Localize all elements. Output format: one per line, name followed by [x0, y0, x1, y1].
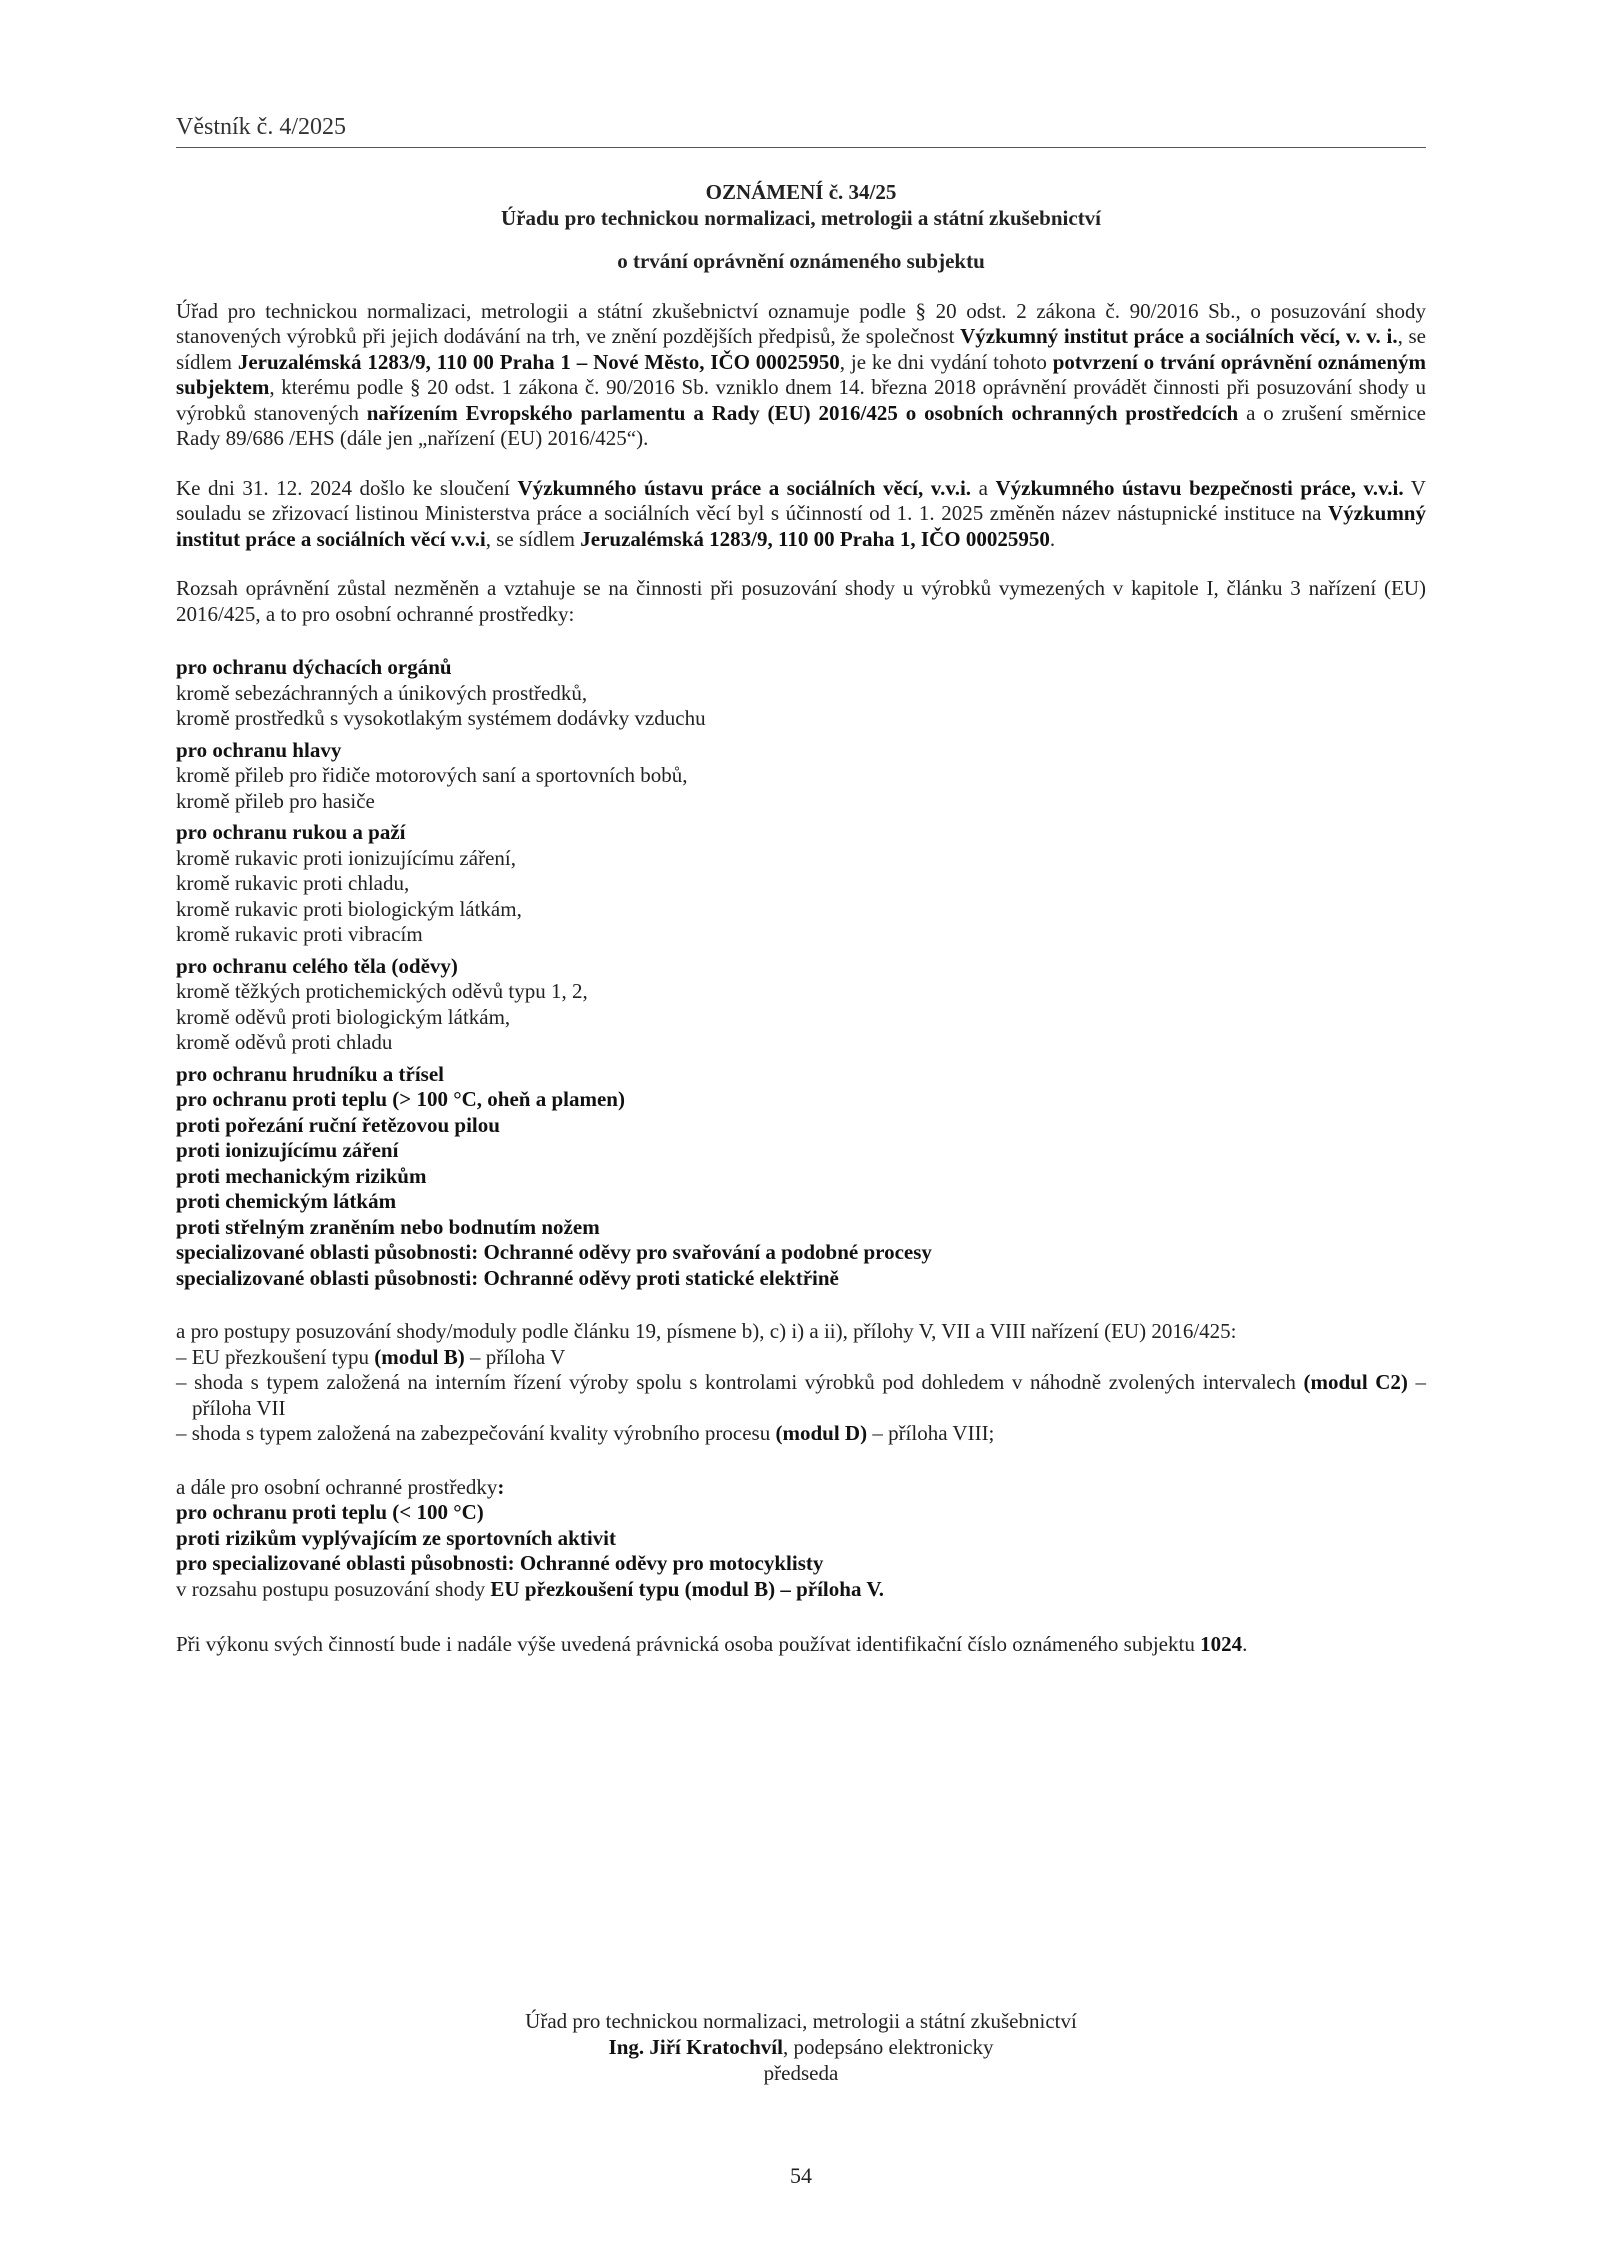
- further-section: [176, 1475, 1426, 1603]
- module-item: – EU přezkoušení typu (modul B) – příloha V: [176, 1344, 566, 1369]
- document-body: [176, 180, 1426, 1658]
- signatory-name: Ing. Jiří Kratochvíl: [608, 2035, 783, 2059]
- ppe-group: [176, 655, 1426, 732]
- signature-line: Ing. Jiří Kratochvíl, podepsáno elektronicky: [608, 2035, 994, 2059]
- list-item: kromě oděvů proti chladu: [176, 1030, 393, 1054]
- further-intro: a dále pro osobní ochranné prostředky:: [176, 1474, 505, 1499]
- list-item: proti chemickým látkám: [176, 1189, 397, 1213]
- list-item: proti ionizujícímu záření: [176, 1138, 399, 1162]
- group-heading: pro ochranu rukou a paží: [176, 820, 406, 844]
- intro-paragraph: Úřad pro technickou normalizaci, metrologii a státní zkušebnictví oznamuje podle § 20 odst. 2 zákona č. 90/2016 Sb., o posuzování shody stanovených výrobků při jejich dodávání na trh, ve znění pozdějších předpisů, že společnost Výzkumný institut práce a sociálních věcí, v. v. i., se sídlem Jeruzalémská 1283/9, 110 00 Praha 1 – Nové Město, IČO 00025950, je ke dni vydání tohoto potvrzení o trvání oprávnění oznámeným subjektem, kterému podle § 20 odst. 1 zákona č. 90/2016 Sb. vzniklo dnem 14. března 2018 oprávnění provádět činnosti při posuzování shody u výrobků stanovených nařízením Evropského parlamentu a Rady (EU) 2016/425 o osobních ochranných prostředcích a o zrušení směrnice Rady 89/686 /EHS (dále jen „nařízení (EU) 2016/425“).: [176, 298, 1427, 450]
- ppe-groups: [176, 655, 1426, 1291]
- group-heading: pro ochranu dýchacích orgánů: [176, 655, 452, 679]
- procedures-intro: a pro postupy posuzování shody/moduly podle článku 19, písmene b), c) i) a ii), přílohy V, VII a VIII nařízení (EU) 2016/425:: [176, 1319, 1237, 1343]
- announcement-subject: o trvání oprávnění oznámeného subjektu: [617, 249, 985, 273]
- list-item: kromě rukavic proti chladu,: [176, 871, 410, 895]
- signature-office: Úřad pro technickou normalizaci, metrologii a státní zkušebnictví: [525, 2009, 1077, 2033]
- list-item: proti pořezání ruční řetězovou pilou: [176, 1112, 500, 1137]
- procedures-section: [176, 1319, 1426, 1447]
- group-heading: pro ochranu celého těla (oděvy): [176, 953, 458, 978]
- list-item: kromě rukavic proti biologickým látkám,: [176, 896, 522, 921]
- merger-paragraph: Ke dni 31. 12. 2024 došlo ke sloučení Výzkumného ústavu práce a sociálních věcí, v.v.i. a Výzkumného ústavu bezpečnosti práce, v.v.i. V souladu se zřizovací listinou Ministerstva práce a sociálních věcí byl s účinností od 1. 1. 2025 změněn název nástupnické instituce na Výzkumný institut práce a sociálních věcí v.v.i, se sídlem Jeruzalémská 1283/9, 110 00 Praha 1, IČO 00025950.: [176, 475, 1426, 551]
- bold-list: [176, 1062, 1426, 1292]
- list-item: kromě rukavic proti vibracím: [176, 922, 423, 946]
- list-item: specializované oblasti působnosti: Ochranné oděvy pro svařování a podobné procesy: [176, 1240, 932, 1264]
- issuing-office: Úřadu pro technickou normalizaci, metrologii a státní zkušebnictví: [500, 205, 1102, 230]
- ppe-group: [176, 820, 1426, 948]
- scope-paragraph: Rozsah oprávnění zůstal nezměněn a vztahuje se na činnosti při posuzování shody u výrobků vymezených v kapitole I, článku 3 nařízení (EU) 2016/425, a to pro osobní ochranné prostředky:: [176, 576, 1426, 626]
- list-item: kromě oděvů proti biologickým látkám,: [176, 1004, 511, 1029]
- list-item: specializované oblasti působnosti: Ochranné oděvy proti statické elektřině: [176, 1265, 839, 1290]
- list-item: proti střelným zraněním nebo bodnutím nožem: [176, 1214, 600, 1239]
- signature-block: [176, 2008, 1426, 2086]
- closing-paragraph: Při výkonu svých činností bude i nadále výše uvedená právnická osoba používat identifikační číslo oznámeného subjektu 1024.: [176, 1632, 1248, 1656]
- module-item: – shoda s typem založená na zabezpečování kvality výrobního procesu (modul D) – příloha VIII;: [176, 1421, 995, 1445]
- announcement-number: OZNÁMENÍ č. 34/25: [705, 180, 897, 204]
- list-item: kromě těžkých protichemických oděvů typu 1, 2,: [176, 979, 588, 1003]
- list-item: pro ochranu proti teplu (< 100 °C): [176, 1500, 484, 1524]
- list-item: kromě přileb pro hasiče: [176, 788, 375, 813]
- list-item: proti mechanickým rizikům: [176, 1163, 427, 1188]
- list-item: proti rizikům vyplývajícím ze sportovních aktivit: [176, 1525, 617, 1550]
- group-heading: pro ochranu hlavy: [176, 737, 342, 762]
- running-header: Věstník č. 4/2025: [176, 113, 1426, 148]
- list-item: kromě prostředků s vysokotlakým systémem dodávky vzduchu: [176, 706, 706, 730]
- list-item: kromě přileb pro řidiče motorových saní a sportovních bobů,: [176, 763, 688, 787]
- list-item: pro specializované oblasti působnosti: Ochranné oděvy pro motocyklisty: [176, 1551, 824, 1575]
- signatory-role: předseda: [763, 2061, 839, 2085]
- page-number: 54: [790, 2163, 812, 2188]
- ppe-group: [176, 738, 1426, 815]
- ppe-group: [176, 954, 1426, 1056]
- list-item: pro ochranu proti teplu (> 100 °C, oheň a plamen): [176, 1087, 625, 1111]
- list-item: pro ochranu hrudníku a třísel: [176, 1061, 445, 1086]
- further-scope: v rozsahu postupu posuzování shody EU přezkoušení typu (modul B) – příloha V.: [176, 1576, 885, 1601]
- list-item: kromě rukavic proti ionizujícímu záření,: [176, 845, 516, 870]
- module-item: – shoda s typem založená na interním řízení výroby spolu s kontrolami výrobků pod dohledem v náhodně zvolených intervalech (modul C2) – příloha VII: [176, 1370, 1427, 1420]
- list-item: kromě sebezáchranných a únikových prostředků,: [176, 680, 588, 705]
